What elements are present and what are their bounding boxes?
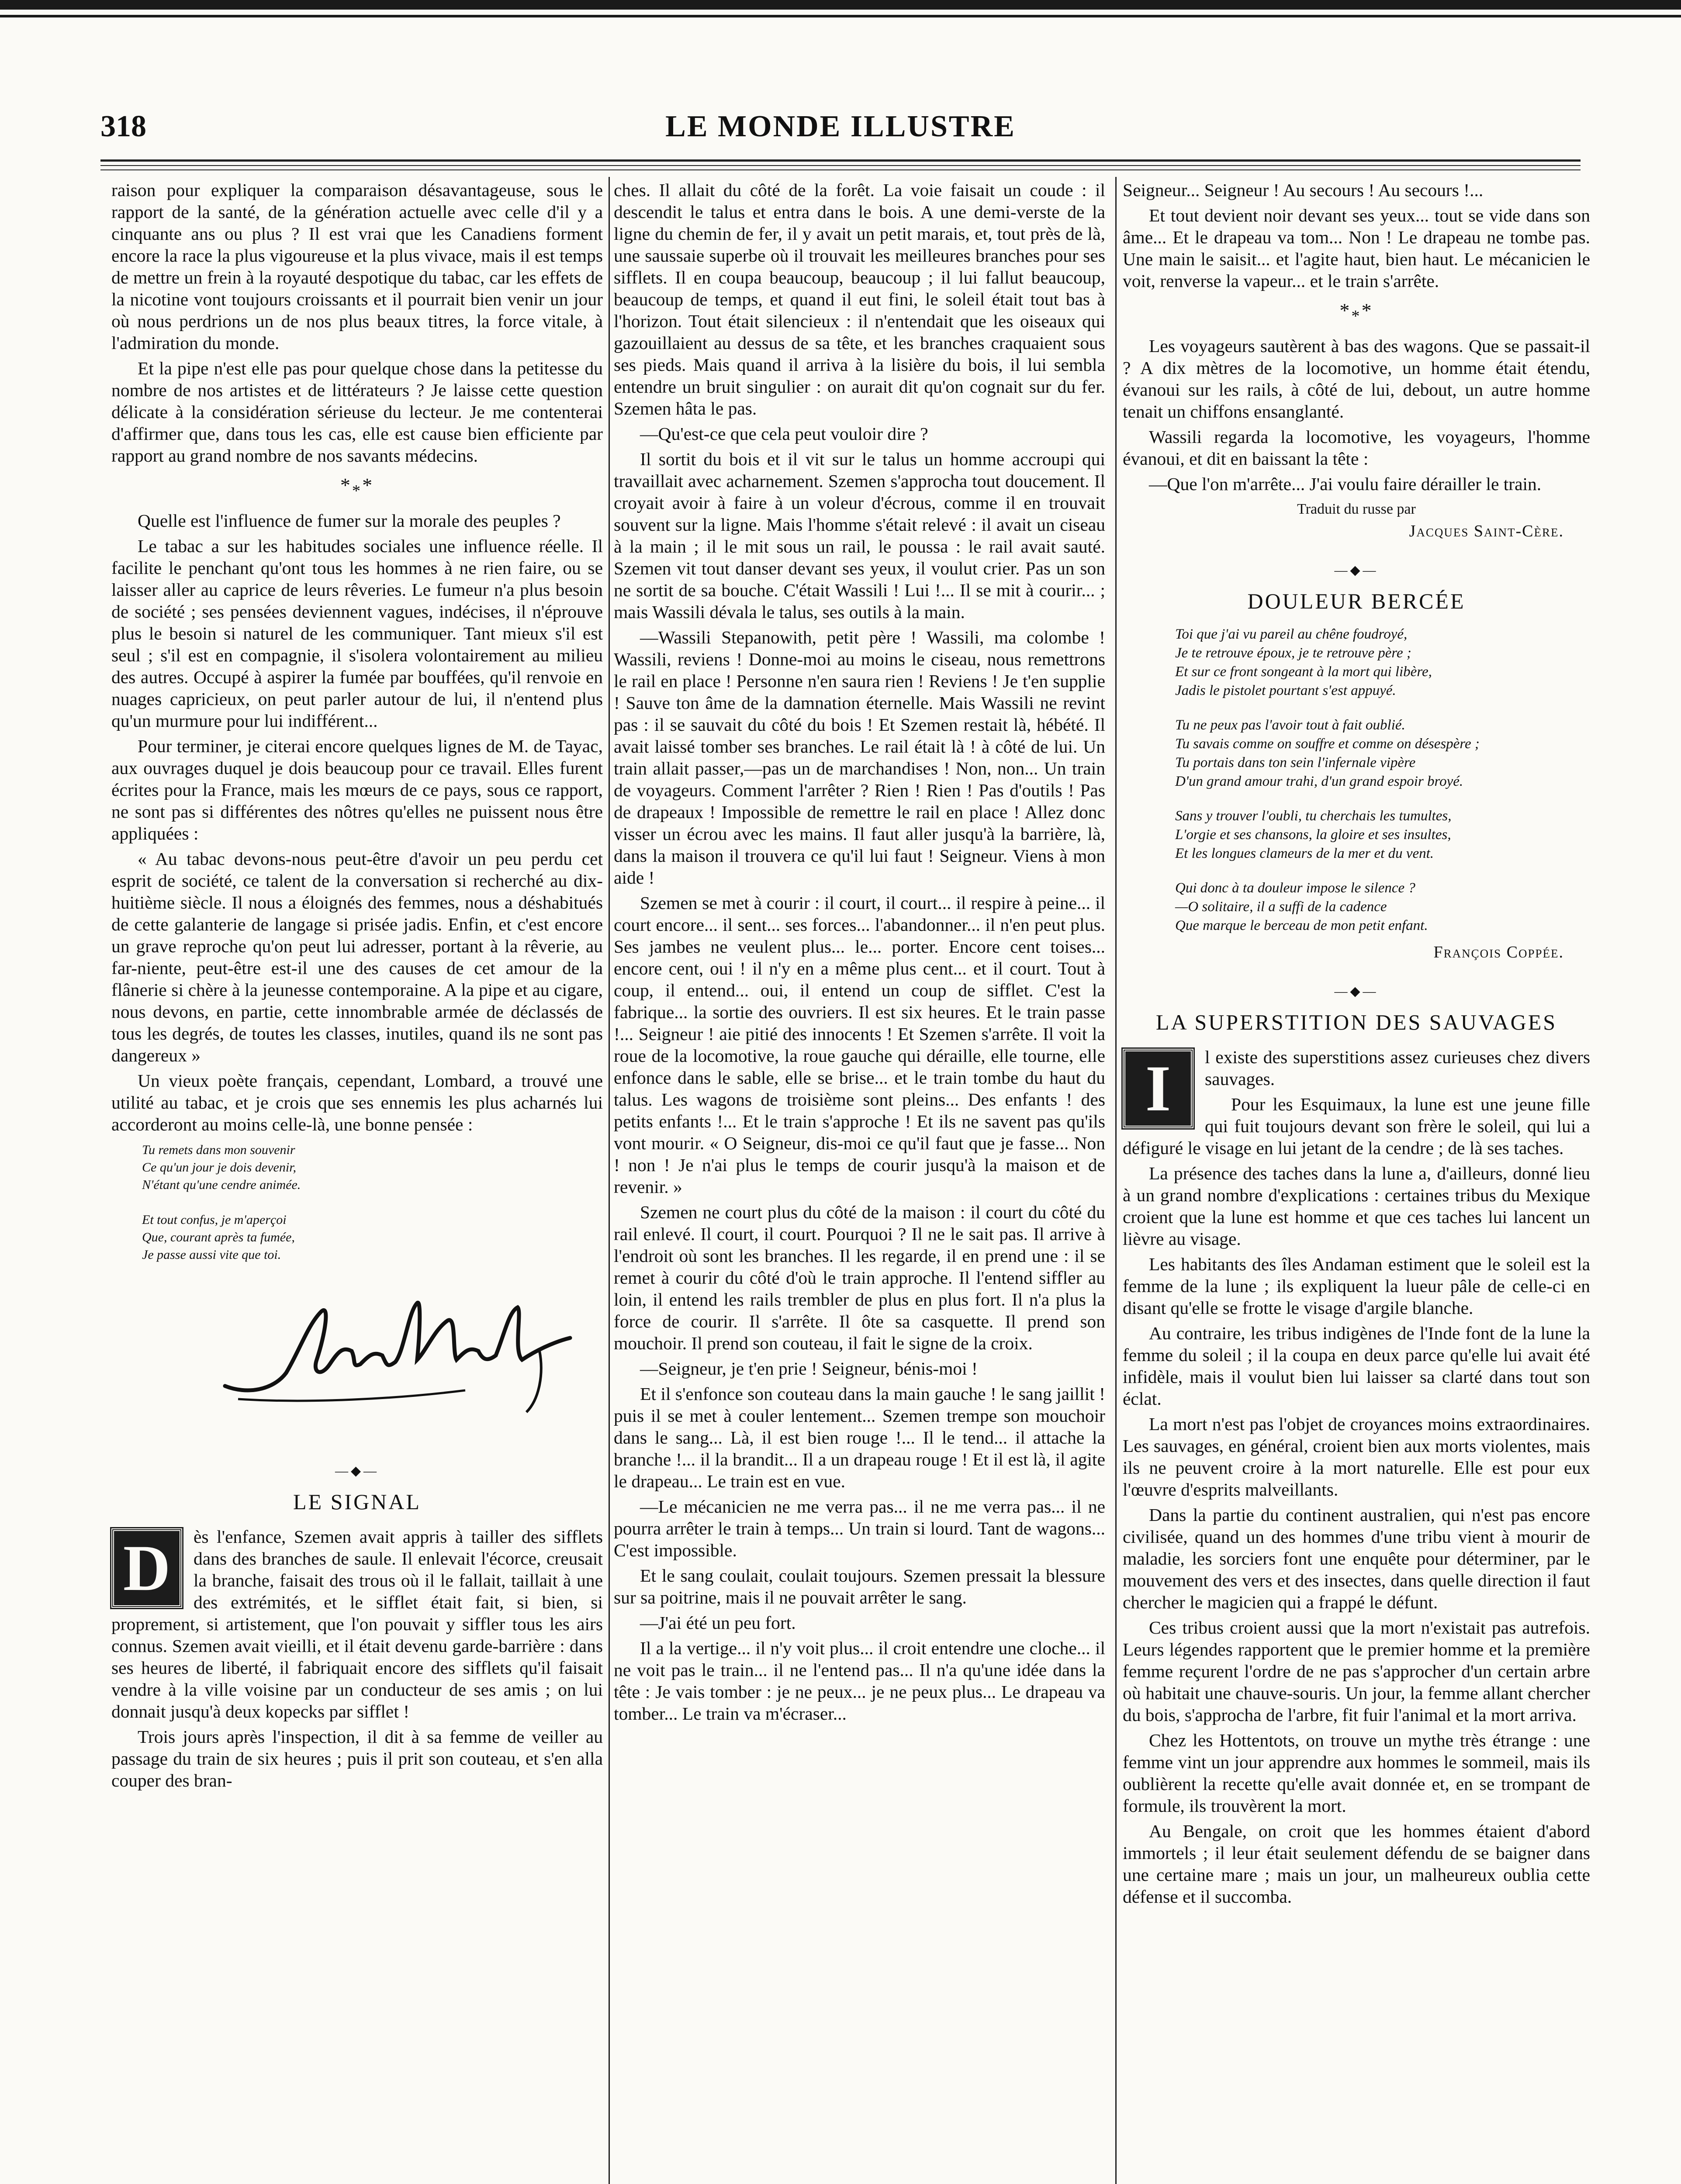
column-divider-1 [609, 177, 610, 2184]
section-break-stars: $*_**$ [340, 474, 374, 501]
paragraph: ches. Il allait du côté de la forêt. La voie faisait un coude : il descendit le talus et entra dans le bois. A une demi-verste de la ligne du chemin de fer, il y avait un petit marais, et, tout près de là, une saussaie superbe où il trouvait les meilleures branches pour ses sifflets. Il en coupa beaucoup, beaucoup ; il lui fallut beaucoup, beaucoup de temps, et quand il eut fini, le soleil était tout bas à l'horizon. Tout était silencieux : il n'entendait que les oiseaux qui gazouillaient au dessus de sa tête, et les branches craquaient sous ses pieds. Mais quand il arriva à la lisière du bois, il lui sembla entendre un bruit singulier : on aurait dit qu'on cognait sur du fer. Szemen hâta le pas. [614, 180, 1105, 418]
paragraph: Un vieux poète français, cependant, Lombard, a trouvé une utilité au tabac, et je crois que ses ennemis les plus acharnés lui accorderont au moins celle-là, une bonne pensée : [111, 1071, 603, 1135]
paragraph-with-dropcap [1123, 1046, 1590, 1125]
poem-line: Ce qu'un jour je dois devenir, [142, 1160, 297, 1175]
paragraph: Au Bengale, on croit que les hommes étaient d'abord immortels ; il leur était seulement défendu de se baigner dans une certaine mare ; mais un jour, un malheureux oublia cette défense et il succomba. [1123, 1821, 1590, 1907]
dropcap-letter: D [111, 1528, 182, 1608]
paragraph: Et le sang coulait, coulait toujours. Szemen pressait la blessure sur sa poitrine, mais il ne pouvait arrêter le sang. [614, 1565, 1105, 1607]
top-rule-thin [0, 15, 1681, 17]
signature-graphic [221, 1286, 579, 1417]
paragraph: Les voyageurs sautèrent à bas des wagons. Que se passait-il ? A dix mètres de la locomotive, un homme était étendu, évanoui sur les rails, à côté de lui, debout, un autre homme tenait un chiffons ensanglanté. [1123, 336, 1590, 422]
poem-stanza [1175, 716, 1590, 791]
paragraph-text: ès l'enfance, Szemen avait appris à tailler des sifflets dans des branches de saule. Il enlevait l'écorce, creusait la branche, faisait des trous où il le fallait, taillait à une des extrémités, et le sifflet était fait, si bien, si proprement, si artistement, que l'on pouvait y siffler tous les airs connus. Szemen avait vieilli, et il était devenu garde-barrière : dans ses heures de liberté, il fabriquait encore des sifflets qu'il faisait vendre à la ville voisine par un conducteur de ses amis ; on lui donnait jusqu'à deux kopecks par sifflet ! [111, 1527, 603, 1722]
header-rule [100, 159, 1581, 162]
poem-line: Et tout confus, je m'aperçoi [142, 1213, 287, 1227]
paragraph: —Seigneur, je t'en prie ! Seigneur, bénis-moi ! [640, 1358, 978, 1379]
poem-stanza [1175, 807, 1590, 863]
poem-title: DOULEUR BERCÉE [1247, 589, 1466, 614]
lombard-poem [111, 1141, 603, 1264]
page-header [100, 109, 1581, 149]
poem-line: Tu savais comme on souffre et comme on désespère ; [1175, 736, 1480, 752]
paragraph: Et la pipe n'est elle pas pour quelque chose dans la petitesse du nombre de nos artistes et de littérateurs ? Je laisse cette question délicate à la considération sérieuse du lecteur. Je me contenterai d'affirmer que, dans tous les cas, elle est cause bien efficiente par rapport au grand nombre de nos savants médecins. [111, 358, 603, 466]
paragraph: Seigneur... Seigneur ! Au secours ! Au secours !... [1123, 180, 1484, 200]
paragraph: —Le mécanicien ne me verra pas... il ne me verra pas... il ne pourra arrêter le train à temps... Un train si lourd. Tant de wagons... C'est impossible. [614, 1496, 1105, 1560]
paragraph: Il a la vertige... il n'y voit plus... il croit entendre une cloche... il ne voit pas le train... il ne l'entend pas... Il n'a qu'une idée dans la tête : Je vais tomber : je ne peux... je ne peux plus... Le drapeau va tomber... Le train va m'écraser... [614, 1638, 1105, 1724]
column-2 [614, 179, 1105, 1728]
poem-stanza [1175, 625, 1590, 700]
poem-line: —O solitaire, il a suffi de la cadence [1175, 899, 1387, 915]
poem-line: Sans y trouver l'oubli, tu cherchais les tumultes, [1175, 808, 1452, 824]
paragraph: —Que l'on m'arrête... J'ai voulu faire dérailler le train. [1149, 474, 1542, 494]
paragraph-with-dropcap [111, 1526, 603, 1722]
poet-name: François Coppée. [1433, 943, 1564, 962]
paragraph: La présence des taches dans la lune a, d'ailleurs, donné lieu à un grand nombre d'explications : certaines tribus du Mexique croient que la lune est homme et que ces taches lui lancent un lièvre au visage. [1123, 1163, 1590, 1249]
poem-line: Je te retrouve époux, je te retrouve père ; [1175, 645, 1411, 661]
paragraph: Et tout devient noir devant ses yeux... tout se vide dans son âme... Et le drapeau va tom... Non ! Le drapeau ne tombe pas. Une main le saisit... et l'agite haut, bien haut. Le mécanicien le voit, renverse la vapeur... et le train s'arrête. [1123, 205, 1590, 291]
section-break-stars: $*_**$ [1339, 299, 1373, 326]
paragraph: Chez les Hottentots, on trouve un mythe très étrange : une femme vint un jour apprendre aux hommes le sommeil, mais ils oublièrent la recette qu'elle avait donnée et, en se trompant de formule, ils trouvèrent la mort. [1123, 1730, 1590, 1816]
paragraph: —Wassili Stepanowith, petit père ! Wassili, ma colombe ! Wassili, reviens ! Donne-moi au moins le ciseau, nous remettrons le rail en place ! Personne n'en saura rien ! Reviens ! Je t'en supplie ! Sauve ton âme de la damnation éternelle. Mais Wassili ne revint pas : il se sauvait du côté du bois ! Et Szemen restait là, hébété. Il avait laissé tomber ses branches. Le rail était là ! à côté de lui. Un train allait passer,—pas un de marchandises ! Non, non... Un train de voyageurs. Comment l'arrêter ? Rien ! Rien ! Pas d'outils ! Pas de drapeaux ! Impossible de remettre le rail en place ! Allez donc visser un écrou avec les mains. Il faut aller jusqu'à la barrière, là, dans la maison il trouvera ce qu'il lui faut ! Seigneur. Viens à mon aide ! [614, 627, 1105, 888]
paragraph: Trois jours après l'inspection, il dit à sa femme de veiller au passage du train de six heures ; puis il prit son couteau, et s'en alla couper des bran- [111, 1727, 603, 1791]
section-title-superstition: LA SUPERSTITION DES SAUVAGES [1155, 1010, 1557, 1035]
paragraph: La mort n'est pas l'objet de croyances moins extraordinaires. Les sauvages, en général, croient bien aux morts violentes, mais ils ne peuvent croire à la mort naturelle. Elle est pour eux l'œuvre d'esprits malveillants. [1123, 1414, 1590, 1500]
journal-title: LE MONDE ILLUSTRE [665, 110, 1016, 143]
poem-line: Que, courant après ta fumée, [142, 1230, 295, 1245]
poem-line: Je passe aussi vite que toi. [142, 1248, 281, 1262]
paragraph: Pour les Esquimaux, la lune est une jeune fille qui fuit toujours devant son frère le soleil, qui lui a défiguré le visage en lui jetant de la cendre ; de là ses taches. [1123, 1094, 1590, 1158]
poem-line: Jadis le pistolet pourtant s'est appuyé. [1175, 683, 1396, 699]
translator-name: Jacques Saint-Cère. [1409, 522, 1564, 541]
poem-line: D'un grand amour trahi, d'un grand espoir broyé. [1175, 774, 1463, 790]
paragraph: Dans la partie du continent australien, qui n'est pas encore civilisée, quand un des hommes d'une tribu vient à mourir de maladie, les sorciers font une enquête pour déterminer, par le mouvement des vers et des insectes, dans quelle direction il faut chercher le magicien qui a frappé le défunt. [1123, 1505, 1590, 1613]
column-3 [1123, 179, 1590, 1911]
paragraph: Au contraire, les tribus indigènes de l'Inde font de la lune la femme du soleil ; il la coupa en deux parce qu'elle lui avait été infidèle, mais il voulut bien lui laisser sa clarté dans tout son éclat. [1123, 1323, 1590, 1409]
section-title-le-signal: LE SIGNAL [293, 1489, 421, 1514]
poem-stanza [1175, 879, 1590, 935]
section-ornament: —◆— [1334, 563, 1379, 578]
paragraph: Ces tribus croient aussi que la mort n'existait pas autrefois. Leurs légendes rapportent que le premier homme et la première femme reçurent l'ordre de ne pas s'approcher d'un certain arbre où habitait une chauve-souris. Un jour, la femme allant chercher du bois, s'approcha de l'arbre, fit fuir l'animal et la mort arriva. [1123, 1617, 1590, 1725]
poem-line: L'orgie et ses chansons, la gloire et ses insultes, [1175, 827, 1451, 843]
poem-line: N'étant qu'une cendre animée. [142, 1178, 301, 1192]
poem-line: Et sur ce front songeant à la mort qui libère, [1175, 664, 1432, 680]
translation-credit: Traduit du russe par [1297, 501, 1416, 518]
poem-line: Toi que j'ai vu pareil au chêne foudroyé, [1175, 626, 1408, 643]
paragraph-text: l existe des superstitions assez curieuses chez divers sauvages. [1205, 1047, 1590, 1089]
poem-line: Qui donc à ta douleur impose le silence ? [1175, 880, 1415, 896]
paragraph: —J'ai été un peu fort. [640, 1613, 796, 1633]
paragraph: raison pour expliquer la comparaison désavantageuse, sous le rapport de la santé, de la génération actuelle avec celle d'il y a cinquante ans ou plus ? Il est vrai que les Canadiens forment encore la race la plus vigoureuse et la plus vivace, mais il est temps de mettre un frein à la royauté despotique du tabac, car les effets de la nicotine vont toujours croissants et il pourrait bien venir un jour où nous perdrions un de nos plus beaux titres, la force vitale, à l'admiration du monde. [111, 180, 603, 353]
paragraph: Et il s'enfonce son couteau dans la main gauche ! le sang jaillit ! puis il se met à couler lentement... Szemen trempe son mouchoir dans le sang... Là, il est bien rouge !... Il le tend... il attache la branche !... il la brandit... Il a un drapeau rouge ! Et il est là, il agite le drapeau... Le train est en vue. [614, 1384, 1105, 1491]
paragraph: Quelle est l'influence de fumer sur la morale des peuples ? [138, 511, 561, 531]
section-ornament: —◆— [335, 1464, 380, 1479]
poem-line: Et les longues clameurs de la mer et du vent. [1175, 846, 1434, 862]
poem-line: Que marque le berceau de mon petit enfant. [1175, 918, 1428, 934]
page-number: 318 [100, 110, 146, 143]
paragraph: —Qu'est-ce que cela peut vouloir dire ? [640, 424, 928, 444]
paragraph: Le tabac a sur les habitudes sociales une influence réelle. Il facilite le penchant qu'ont tous les hommes à ne rien faire, ou se laisser aller au caprice de leurs rêveries. Le fumeur n'a plus besoin de société ; ses pensées deviennent vagues, indécises, il n'éprouve plus le besoin si naturel de les communiquer. Tant mieux s'il est seul ; s'il est en compagnie, il s'isolera volontairement au milieu des autres. Occupé à aspirer la fumée par bouffées, qu'il renvoie en nuages capricieux, on peut parler autour de lui, il n'entend plus qu'un murmure pour lui indifférent... [111, 536, 603, 731]
paragraph: Pour terminer, je citerai encore quelques lignes de M. de Tayac, aux ouvrages duquel je dois beaucoup pour ce travail. Elles furent écrites pour la France, mais les mœurs de ce pays, sous ce rapport, ne sont pas si différentes des nôtres qu'elles ne puissent nous être appliquées : [111, 736, 603, 844]
handwritten-signature [111, 1286, 603, 1443]
paragraph: Szemen se met à courir : il court, il court... il respire à peine... il court encore... il sent... ses forces... l'abandonner... il n'en peut plus. Ses jambes ne veulent plus... le... porter. Encore cent toises... encore cent, oui ! il n'y en a même plus cent... et il court. Tout à coup, il entend... oui, il entend un coup de sifflet. C'est la fabrique... la sortie des ouvriers. Il est six heures. Et le train passe !... Seigneur ! aie pitié des innocents ! Et Szemen s'arrête. Il voit la roue de la locomotive, la roue gauche qui déraille, elle tourne, elle enfonce dans le sable, elle se brise... et le train tombe du haut du talus. Les wagons de troisième sont pleins... Des enfants ! des petits enfants !... Et le train s'approche ! Et ils ne savent pas qu'ils vont mourir. « O Seigneur, dis-moi ce qu'il faut que je fasse... Non ! non ! Je n'ai plus le temps de courir jusqu'à la maison et de revenir. » [614, 893, 1105, 1197]
quote-paragraph: « Au tabac devons-nous peut-être d'avoir un peu perdu cet esprit de société, ce talent de la conversation si recherché au dix-huitième siècle. Il nous a éloignés des femmes, nous a déshabitués de cette galanterie de langage si prisée jadis. Enfin, et c'est encore un grave reproche qu'on peut lui adresser, portant à la rêverie, au far-niente, peut-être est-il une des causes de cet amour de la flânerie si chère à la jeunesse contemporaine. A la pipe et au cigare, nous devons, en partie, cette innombrable armée de déclassés de tous les degrés, de toutes les classes, inutiles, quand ils ne sont pas dangereux » [111, 849, 603, 1066]
section-ornament: —◆— [1334, 984, 1379, 999]
paragraph: Szemen ne court plus du côté de la maison : il court du côté du rail enlevé. Il court, il court. Pourquoi ? Il ne le sait pas. Il arrive à l'endroit où sont les branches. Il les regarde, il en prend une : il se remet à courir du côté d'où le train approche. Il l'entend siffler au loin, il entend les rails trembler de plus en plus fort. Il n'a plus la force de courir. Il s'arrête. Il ôte sa casquette. Il prend son mouchoir. Il prend son couteau, il fait le signe de la croix. [614, 1202, 1105, 1353]
poem-line: Tu remets dans mon souvenir [142, 1143, 295, 1158]
poem-stanza-gap [142, 1194, 603, 1211]
coppee-poem [1123, 625, 1590, 935]
top-rule [0, 0, 1681, 10]
column-divider-2 [1115, 177, 1117, 2184]
poem-line: Tu ne peux pas l'avoir tout à fait oublié. [1175, 717, 1405, 733]
paragraph: Les habitants des îles Andaman estiment que le soleil est la femme de la lune ; ils expliquent la lueur pâle de celle-ci en disant qu'elle se frotte le visage d'argile blanche. [1123, 1254, 1590, 1318]
column-1 [111, 179, 603, 1795]
dropcap-letter: I [1123, 1049, 1193, 1128]
header-rule-thin [100, 165, 1581, 166]
paragraph: Wassili regarda la locomotive, les voyageurs, l'homme évanoui, et dit en baissant la tête : [1123, 427, 1590, 469]
header-rule-thin-2 [100, 169, 1581, 170]
paragraph: Il sortit du bois et il vit sur le talus un homme accroupi qui travaillait avec acharnement. Szemen s'approcha tout doucement. Il croyait avoir à faire à un voleur d'écrous, comme il en trouvait souvent sur la ligne. Mais l'homme s'était relevé : il avait un ciseau à la main ; il le mit sous un rail, le poussa : le rail avait sauté. Szemen vit tout danser devant ses yeux, il voulut crier. Pas un son ne sortit de sa bouche. C'était Wassili ! Lui !... Il se mit à courir... ; mais Wassili dévala le talus, ses outils à la main. [614, 449, 1105, 622]
poem-line: Tu portais dans ton sein l'infernale vipère [1175, 755, 1416, 771]
